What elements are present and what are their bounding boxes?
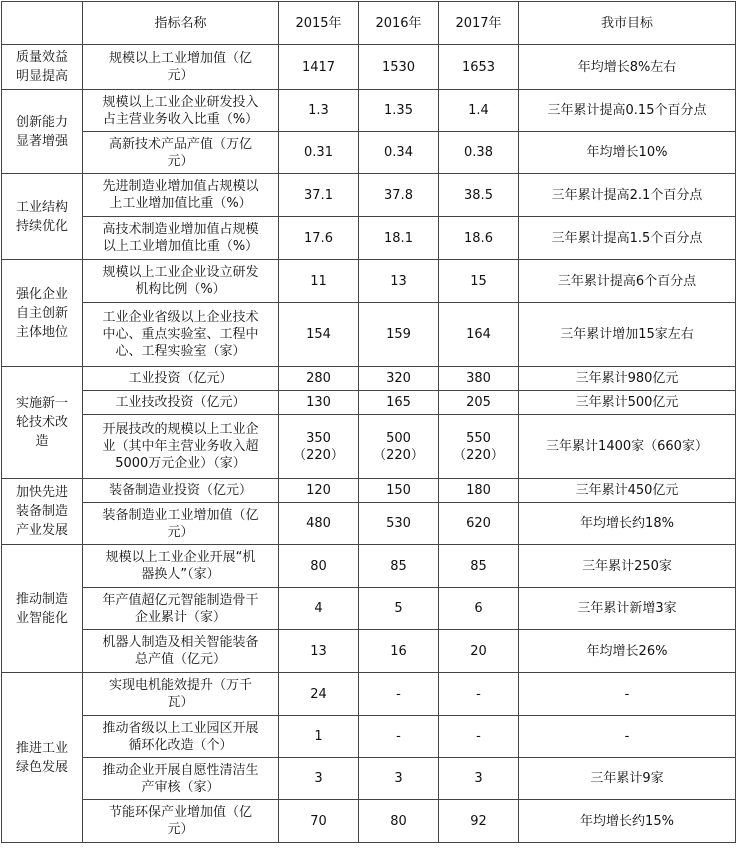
indicator-name-cell: 工业企业省级以上企业技术 中心、重点实验室、工程中 心、工程实验室（家） (83, 303, 279, 367)
value-2015-cell: 480 (279, 503, 359, 545)
table-row (2, 174, 736, 217)
value-2017-cell: 15 (439, 260, 519, 303)
indicator-name-cell: 装备制造业投资（亿元） (83, 479, 279, 503)
value-2017-cell: 38.5 (439, 174, 519, 217)
table-row (2, 545, 736, 588)
indicator-name-cell: 规模以上工业企业研发投入 占主营业务收入比重（%） (83, 90, 279, 132)
indicator-name-cell: 工业技改投资（亿元） (83, 391, 279, 415)
value-2016-cell: 85 (359, 545, 439, 588)
table-row (2, 367, 736, 391)
category-cell: 推动制造 业智能化 (2, 545, 83, 673)
value-2016-cell: - (359, 673, 439, 716)
value-2017-cell: 164 (439, 303, 519, 367)
category-cell: 加快先进 装备制造 产业发展 (2, 479, 83, 545)
target-cell: 三年累计250家 (519, 545, 736, 588)
category-cell: 工业结构 持续优化 (2, 174, 83, 260)
value-2016-cell: 500 （220） (359, 415, 439, 479)
value-2016-cell: 150 (359, 479, 439, 503)
header-category (2, 2, 83, 45)
value-2017-cell: 1653 (439, 45, 519, 90)
table-row (2, 503, 736, 545)
indicator-name-cell: 开展技改的规模以上工业企 业（其中年主营业务收入超 5000万元企业）（家） (83, 415, 279, 479)
indicator-name-cell: 推动省级以上工业园区开展 循环化改造（个） (83, 716, 279, 758)
target-cell: 三年累计450亿元 (519, 479, 736, 503)
value-2017-cell: 20 (439, 630, 519, 673)
table-row (2, 479, 736, 503)
value-2015-cell: 70 (279, 800, 359, 843)
value-2015-cell: 37.1 (279, 174, 359, 217)
category-cell: 创新能力 显著增强 (2, 90, 83, 174)
value-2017-cell: 18.6 (439, 217, 519, 260)
indicator-name-cell: 先进制造业增加值占规模以 上工业增加值比重（%） (83, 174, 279, 217)
indicator-name-cell: 工业投资（亿元） (83, 367, 279, 391)
table-row (2, 630, 736, 673)
value-2017-cell: 380 (439, 367, 519, 391)
value-2017-cell: 0.38 (439, 132, 519, 174)
table-row (2, 45, 736, 90)
value-2016-cell: 5 (359, 588, 439, 630)
category-cell: 质量效益 明显提高 (2, 45, 83, 90)
value-2017-cell: - (439, 716, 519, 758)
indicator-name-cell: 高新技术产品产值（万亿 元） (83, 132, 279, 174)
table-row (2, 132, 736, 174)
table-row (2, 415, 736, 479)
target-cell: 三年累计新增3家 (519, 588, 736, 630)
value-2017-cell: 92 (439, 800, 519, 843)
category-cell: 强化企业 自主创新 主体地位 (2, 260, 83, 367)
value-2017-cell: 6 (439, 588, 519, 630)
target-cell: - (519, 716, 736, 758)
value-2015-cell: 3 (279, 758, 359, 800)
header-2015: 2015年 (279, 2, 359, 45)
value-2015-cell: 0.31 (279, 132, 359, 174)
target-cell: 年均增长26% (519, 630, 736, 673)
value-2016-cell: 1.35 (359, 90, 439, 132)
table-row (2, 716, 736, 758)
table-row (2, 303, 736, 367)
header-target: 我市目标 (519, 2, 736, 45)
table-row (2, 800, 736, 843)
indicator-name-cell: 推动企业开展自愿性清洁生 产审核（家） (83, 758, 279, 800)
value-2016-cell: 16 (359, 630, 439, 673)
value-2017-cell: 205 (439, 391, 519, 415)
indicator-name-cell: 规模以上工业企业开展“机 器换人”（家） (83, 545, 279, 588)
value-2015-cell: 1 (279, 716, 359, 758)
value-2015-cell: 24 (279, 673, 359, 716)
indicator-name-cell: 规模以上工业增加值（亿 元） (83, 45, 279, 90)
indicator-name-cell: 规模以上工业企业设立研发 机构比例（%） (83, 260, 279, 303)
table-body (2, 45, 736, 843)
value-2017-cell: 550 （220） (439, 415, 519, 479)
value-2017-cell: 620 (439, 503, 519, 545)
value-2016-cell: 165 (359, 391, 439, 415)
indicator-name-cell: 节能环保产业增加值（亿 元） (83, 800, 279, 843)
value-2017-cell: - (439, 673, 519, 716)
value-2016-cell: 0.34 (359, 132, 439, 174)
category-cell: 推进工业 绿色发展 (2, 673, 83, 843)
indicator-name-cell: 装备制造业工业增加值（亿 元） (83, 503, 279, 545)
table-row (2, 673, 736, 716)
value-2015-cell: 350 （220） (279, 415, 359, 479)
indicator-name-cell: 实现电机能效提升（万千 瓦） (83, 673, 279, 716)
target-cell: 年均增长10% (519, 132, 736, 174)
indicator-table (1, 1, 736, 843)
target-cell: 年均增长约15% (519, 800, 736, 843)
target-cell: 三年累计9家 (519, 758, 736, 800)
value-2015-cell: 1.3 (279, 90, 359, 132)
value-2016-cell: 159 (359, 303, 439, 367)
value-2016-cell: 13 (359, 260, 439, 303)
value-2016-cell: 320 (359, 367, 439, 391)
target-cell: 三年累计980亿元 (519, 367, 736, 391)
table-row (2, 90, 736, 132)
category-cell: 实施新一 轮技术改 造 (2, 367, 83, 479)
indicator-name-cell: 机器人制造及相关智能装备 总产值（亿元） (83, 630, 279, 673)
table-row (2, 217, 736, 260)
header-row (2, 2, 736, 45)
value-2016-cell: 3 (359, 758, 439, 800)
target-cell: 年均增长8%左右 (519, 45, 736, 90)
value-2017-cell: 85 (439, 545, 519, 588)
table-row (2, 758, 736, 800)
target-cell: 三年累计提高2.1个百分点 (519, 174, 736, 217)
value-2015-cell: 130 (279, 391, 359, 415)
value-2017-cell: 3 (439, 758, 519, 800)
header-2017: 2017年 (439, 2, 519, 45)
value-2015-cell: 4 (279, 588, 359, 630)
table-row (2, 260, 736, 303)
value-2015-cell: 154 (279, 303, 359, 367)
header-2016: 2016年 (359, 2, 439, 45)
value-2016-cell: - (359, 716, 439, 758)
value-2015-cell: 13 (279, 630, 359, 673)
value-2016-cell: 1530 (359, 45, 439, 90)
value-2016-cell: 37.8 (359, 174, 439, 217)
target-cell: - (519, 673, 736, 716)
target-cell: 三年累计500亿元 (519, 391, 736, 415)
value-2015-cell: 17.6 (279, 217, 359, 260)
target-cell: 三年累计1400家（660家） (519, 415, 736, 479)
value-2016-cell: 530 (359, 503, 439, 545)
target-cell: 三年累计提高6个百分点 (519, 260, 736, 303)
value-2015-cell: 11 (279, 260, 359, 303)
target-cell: 三年累计增加15家左右 (519, 303, 736, 367)
target-cell: 年均增长约18% (519, 503, 736, 545)
indicator-name-cell: 年产值超亿元智能制造骨干 企业累计（家） (83, 588, 279, 630)
value-2015-cell: 80 (279, 545, 359, 588)
value-2015-cell: 1417 (279, 45, 359, 90)
table-row (2, 588, 736, 630)
indicator-name-cell: 高技术制造业增加值占规模 以上工业增加值比重（%） (83, 217, 279, 260)
target-cell: 三年累计提高1.5个百分点 (519, 217, 736, 260)
table-row (2, 391, 736, 415)
value-2017-cell: 1.4 (439, 90, 519, 132)
value-2017-cell: 180 (439, 479, 519, 503)
value-2016-cell: 80 (359, 800, 439, 843)
value-2016-cell: 18.1 (359, 217, 439, 260)
value-2015-cell: 120 (279, 479, 359, 503)
header-indicator: 指标名称 (83, 2, 279, 45)
target-cell: 三年累计提高0.15个百分点 (519, 90, 736, 132)
value-2015-cell: 280 (279, 367, 359, 391)
